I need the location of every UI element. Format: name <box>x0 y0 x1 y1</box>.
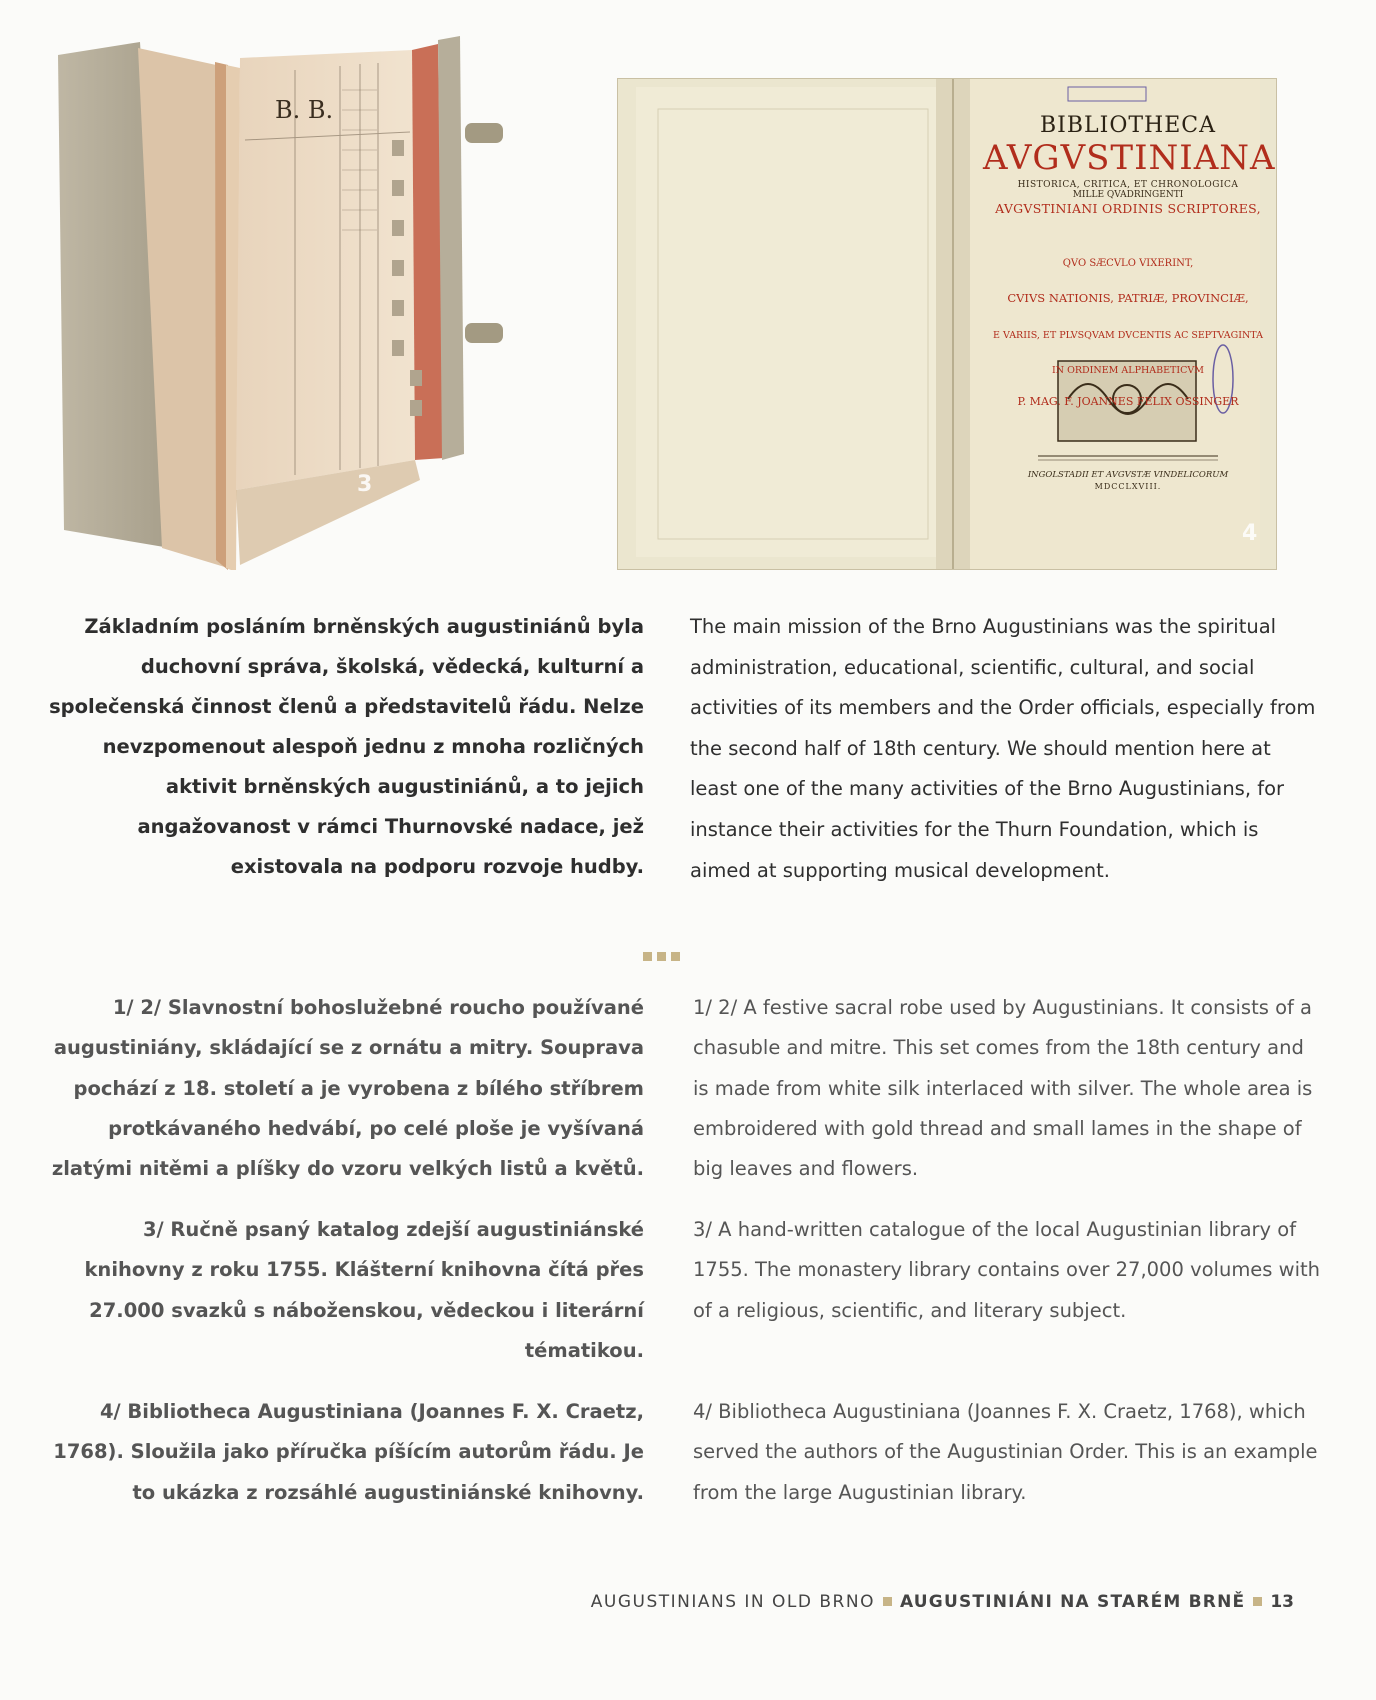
title-page-imprint: INGOLSTADII ET AVGVSTÆ VINDELICORUM <box>1027 470 1229 480</box>
title-page-subtitle: HISTORICA, CRITICA, ET CHRONOLOGICA <box>1017 180 1239 190</box>
title-page-augustiniana: AVGVSTINIANA <box>983 138 1276 178</box>
footer-title-english: AUGUSTINIANS IN OLD BRNO <box>590 1592 875 1612</box>
photo-bibliotheca-augustiniana <box>617 78 1277 570</box>
catalogue-book-illustration <box>40 20 545 570</box>
section-divider <box>643 946 685 965</box>
figure-number: 4 <box>1242 521 1258 546</box>
caption-1-2-czech: 1/ 2/ Slavnostní bohoslužebné roucho používané augustiniány, skládající se z ornátu a mitry. Souprava pochází z 18. století a je vyrobena z bílého stříbrem protkávaného hedvábí, po celé ploše je vyšívaná zlatými nitěmi a plíšky do vzoru velkých listů a květů. <box>51 996 644 1181</box>
title-page-line: MILLE QVADRINGENTI <box>1072 190 1184 200</box>
title-page-line: IN ORDINEM ALPHABETICVM <box>1052 365 1204 376</box>
title-page-bibliotheca: BIBLIOTHECA <box>1040 113 1216 138</box>
footer-separator <box>1253 1597 1262 1606</box>
page-number: 13 <box>1270 1592 1294 1612</box>
title-page-author: P. MAG. F. JOANNES FELIX OSSINGER <box>1017 395 1239 408</box>
intro-text-english: The main mission of the Brno Augustinians was the spiritual administration, educational, scientific, cultural, and social activities of its members and the Order officials, especially from the second half of 18th century. We should mention here at least one of the many activities of the Brno Augustinians, for instance their activities for the Thurn Foundation, which is aimed at supporting musical development. <box>690 615 1316 882</box>
footer-separator <box>883 1597 892 1606</box>
title-page-date: MDCCLXVIII. <box>1094 482 1162 491</box>
title-page-scriptores: AVGVSTINIANI ORDINIS SCRIPTORES, <box>995 201 1261 216</box>
photo-handwritten-catalogue <box>40 20 545 570</box>
caption-1-2-english: 1/ 2/ A festive sacral robe used by Augustinians. It consists of a chasuble and mitre. This set comes from the 18th century and is made from white silk interlaced with silver. The whole area is embroidered with gold thread and small lames in the shape of big leaves and flowers. <box>693 996 1313 1181</box>
footer-title-czech: AUGUSTINIÁNI NA STARÉM BRNĚ <box>899 1592 1246 1612</box>
figure-number: 3 <box>357 472 373 497</box>
caption-3-english: 3/ A hand-written catalogue of the local Augustinian library of 1755. The monastery library contains over 27,000 volumes with of a religious, scientific, and literary subject. <box>693 1218 1321 1322</box>
svg-text:B. B.: B. B. <box>275 96 334 124</box>
intro-text-czech: Základním posláním brněnských augustiniánů byla duchovní správa, školská, vědecká, kulturní a společenská činnost členů a představitelů řádu. Nelze nevzpomenout alespoň jednu z mnoha rozličných aktivit brněnských augustiniánů, a to jejich angažovanost v rámci Thurnovské nadace, jež existovala na podporu rozvoje hudby. <box>49 615 644 878</box>
page-footer <box>591 1592 1294 1612</box>
caption-3-czech: 3/ Ručně psaný katalog zdejší augustiniánské knihovny z roku 1755. Klášterní knihovna čítá přes 27.000 svazků s náboženskou, vědeckou i literární tématikou. <box>84 1218 644 1362</box>
title-page-line: CVIVS NATIONIS, PATRIÆ, PROVINCIÆ, <box>1007 291 1249 305</box>
caption-4-czech: 4/ Bibliotheca Augustiniana (Joannes F. X. Craetz, 1768). Sloužila jako příručka píšícím autorům řádu. Je to ukázka z rozsáhlé augustiniánské knihovny. <box>53 1400 644 1504</box>
title-page-line: E VARIIS, ET PLVSQVAM DVCENTIS AC SEPTVAGINTA <box>993 330 1263 341</box>
caption-4-english: 4/ Bibliotheca Augustiniana (Joannes F. X. Craetz, 1768), which served the authors of the Augustinian Order. This is an example from the large Augustinian library. <box>693 1400 1318 1504</box>
title-page-line: QVO SÆCVLO VIXERINT, <box>1062 258 1194 269</box>
